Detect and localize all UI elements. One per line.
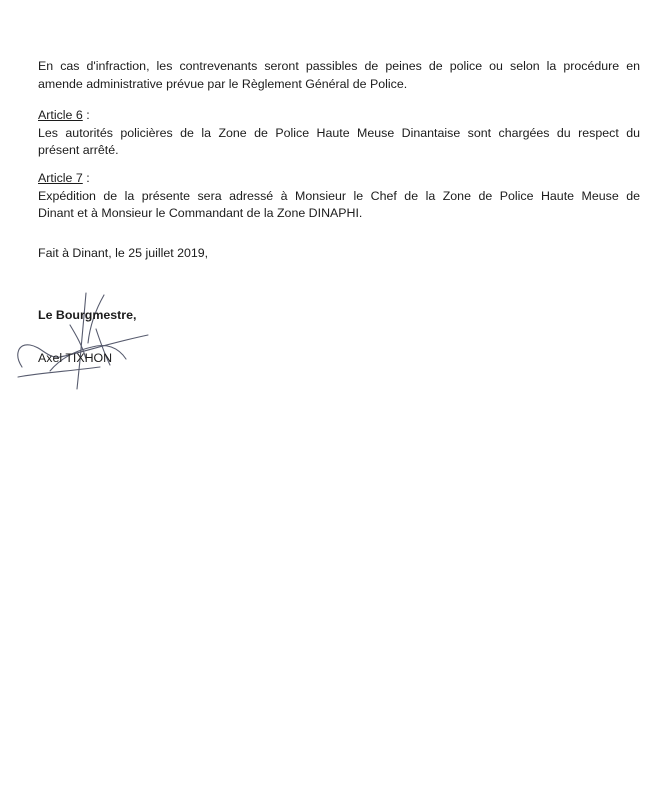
article-7-heading: Article 7	[38, 171, 83, 185]
article-7-heading-line	[38, 170, 640, 188]
article-7-line-2: Dinant et à Monsieur le Commandant de la Zone DINAPHI.	[38, 206, 363, 220]
article-6-line-2: présent arrêté.	[38, 143, 119, 157]
infraction-line-1: En cas d'infraction, les contrevenants seront passibles de peines de police ou selon la procédure en	[38, 59, 640, 73]
handwritten-signature	[0, 285, 170, 395]
place-date-text: Fait à Dinant, le 25 juillet 2019,	[38, 246, 209, 260]
article-6-heading-suffix: :	[82, 108, 90, 122]
article-7-line-1: Expédition de la présente sera adressé à Monsieur le Chef de la Zone de Police Haute Meuse de	[38, 188, 640, 203]
signatory-name: Axel TIXHON	[38, 351, 113, 365]
signatory-title: Le Bourgmestre,	[38, 308, 137, 322]
closing-place-date	[38, 245, 640, 263]
article-6-heading: Article 6	[38, 108, 83, 122]
infraction-paragraph	[38, 58, 640, 93]
article-6-heading-line	[38, 107, 640, 125]
article-7-section	[38, 170, 640, 223]
article-7-heading-suffix: :	[82, 171, 90, 185]
article-6-section	[38, 107, 640, 160]
article-6-line-1: Les autorités policières de la Zone de Police Haute Meuse Dinantaise sont chargées du respect du	[38, 125, 640, 140]
infraction-line-2: amende administrative prévue par le Règlement Général de Police.	[38, 76, 408, 91]
